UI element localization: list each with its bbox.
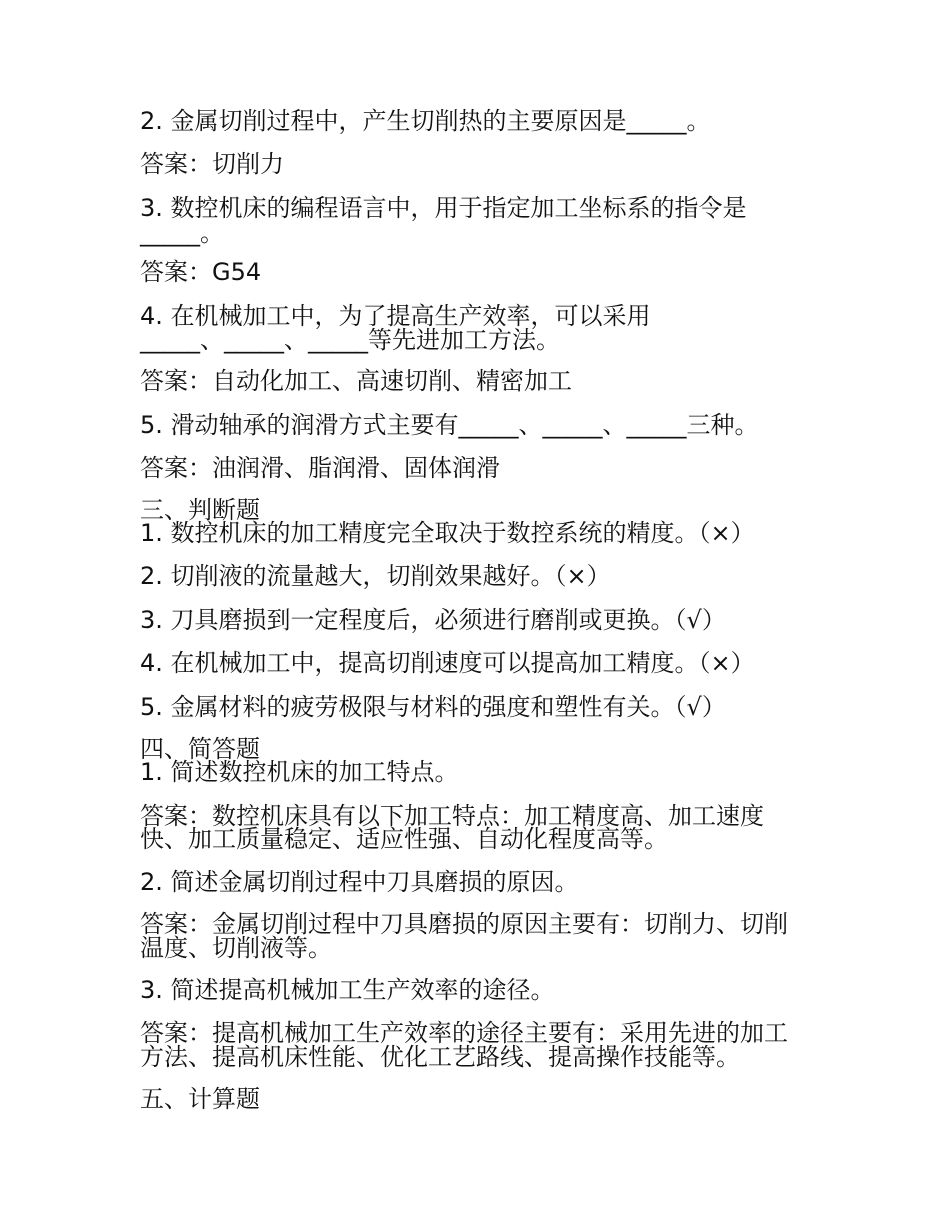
- statement-item: 3. 刀具磨损到一定程度后，必须进行磨削或更换。（√）: [140, 606, 726, 634]
- statement-item: 2. 切削液的流量越大，切削效果越好。（×）: [140, 562, 611, 590]
- answer-text: 答案：提高机械加工生产效率的途径主要有：采用先进的加工: [140, 1019, 788, 1047]
- question-text: 4. 在机械加工中，为了提高生产效率，可以采用: [140, 302, 651, 330]
- answer-text: 答案：金属切削过程中刀具磨损的原因主要有：切削力、切削: [140, 910, 788, 938]
- answer-text: 答案：数控机床具有以下加工特点：加工精度高、加工速度: [140, 802, 764, 830]
- question-text: 3. 简述提高机械加工生产效率的途径。: [140, 976, 555, 1004]
- section-heading: 四、简答题: [140, 735, 260, 763]
- answer-text: 答案：油润滑、脂润滑、固体润滑: [140, 454, 500, 482]
- section-heading: 五、计算题: [140, 1085, 260, 1113]
- answer-text: 答案：切削力: [140, 150, 284, 178]
- section-heading: 三、判断题: [140, 496, 260, 524]
- question-text: 5. 滑动轴承的润滑方式主要有_____、_____、_____三种。: [140, 411, 759, 439]
- answer-text: 方法、提高机床性能、优化工艺路线、提高操作技能等。: [140, 1043, 740, 1071]
- answer-text: 温度、切削液等。: [140, 934, 332, 962]
- question-text: _____。: [140, 219, 224, 247]
- question-text: 3. 数控机床的编程语言中，用于指定加工坐标系的指令是: [140, 194, 747, 222]
- statement-item: 4. 在机械加工中，提高切削速度可以提高加工精度。（×）: [140, 649, 755, 677]
- statement-item: 1. 数控机床的加工精度完全取决于数控系统的精度。（×）: [140, 519, 755, 547]
- question-text: 2. 简述金属切削过程中刀具磨损的原因。: [140, 868, 579, 896]
- answer-text: 快、加工质量稳定、适应性强、自动化程度高等。: [140, 825, 668, 853]
- question-text: _____、_____、_____等先进加工方法。: [140, 326, 560, 354]
- statement-item: 5. 金属材料的疲劳极限与材料的强度和塑性有关。（√）: [140, 693, 726, 721]
- answer-text: 答案：G54: [140, 258, 262, 286]
- question-text: 2. 金属切削过程中，产生切削热的主要原因是_____。: [140, 107, 711, 135]
- question-text: 1. 简述数控机床的加工特点。: [140, 758, 459, 786]
- answer-text: 答案：自动化加工、高速切削、精密加工: [140, 367, 572, 395]
